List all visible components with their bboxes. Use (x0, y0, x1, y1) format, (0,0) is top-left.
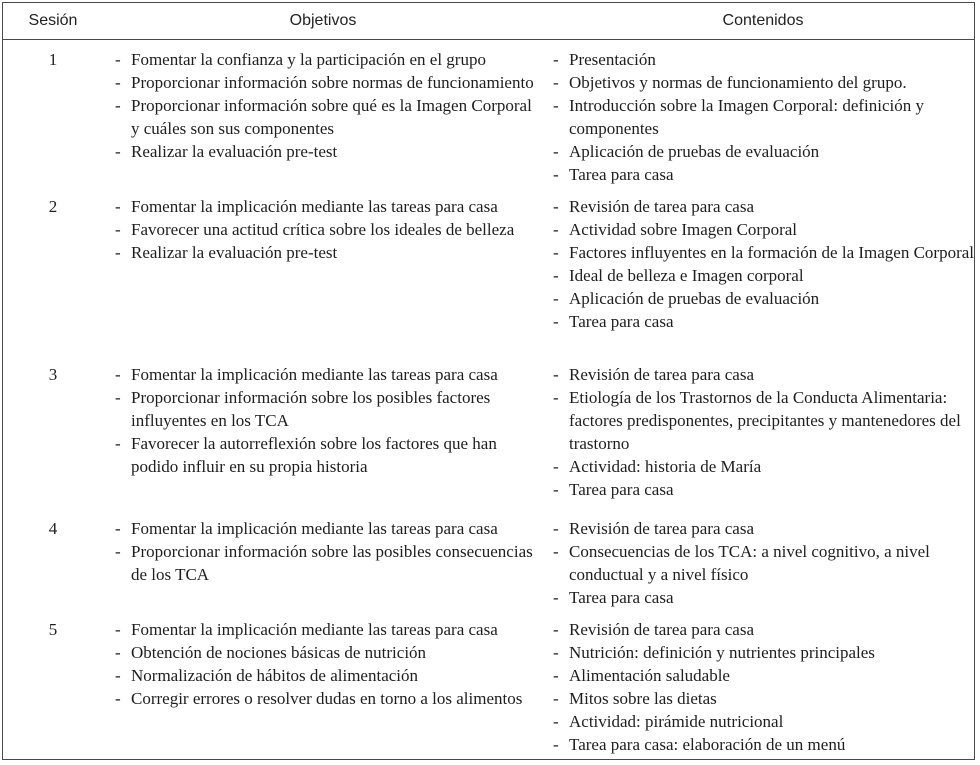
objetivo-item-text: Proporcionar información sobre normas de funcionamiento (131, 73, 534, 92)
dash-bullet-icon: - (115, 388, 121, 407)
objetivo-item (115, 48, 540, 71)
header-objetivos: Objetivos (289, 12, 357, 29)
dash-bullet-icon: - (115, 197, 121, 216)
header-contenidos: Contenidos (722, 12, 804, 29)
contenido-item (553, 641, 978, 664)
contenido-item-text: Nutrición: definición y nutrientes principales (569, 643, 875, 662)
dash-bullet-icon: - (553, 197, 559, 216)
dash-bullet-icon: - (553, 620, 559, 639)
dash-bullet-icon: - (115, 643, 121, 662)
dash-bullet-icon: - (553, 588, 559, 607)
contenido-item-text: Ideal de belleza e Imagen corporal (569, 266, 804, 285)
objetivo-item-text: Normalización de hábitos de alimentación (131, 666, 419, 685)
contenido-item (553, 163, 978, 186)
contenido-item (553, 140, 978, 163)
objetivo-item-text: Realizar la evaluación pre-test (131, 243, 338, 262)
contenido-item-text: Factores influyentes en la formación de la Imagen Corporal (569, 243, 975, 262)
dash-bullet-icon: - (115, 689, 121, 708)
objetivo-item-text: Fomentar la confianza y la participación en el grupo (131, 50, 486, 69)
contenido-item-text: Alimentación saludable (569, 666, 730, 685)
contenidos-list (553, 618, 978, 756)
objetivo-item-text: Realizar la evaluación pre-test (131, 142, 338, 161)
contenido-item (553, 664, 978, 687)
contenido-item-text: Actividad sobre Imagen Corporal (569, 220, 798, 239)
dash-bullet-icon: - (553, 519, 559, 538)
contenido-item (553, 618, 978, 641)
objetivos-list (115, 195, 540, 264)
objetivo-item (115, 363, 540, 386)
contenido-item (553, 241, 978, 264)
dash-bullet-icon: - (115, 519, 121, 538)
contenido-item (553, 264, 978, 287)
contenido-item (553, 94, 978, 140)
contenido-item-text: Consecuencias de los TCA: a nivel cognitivo, a nivel conductual y a nivel físico (569, 542, 930, 584)
objetivo-item (115, 664, 540, 687)
objetivos-list (115, 48, 540, 163)
objetivo-item-text: Fomentar la implicación mediante las tareas para casa (131, 197, 498, 216)
dash-bullet-icon: - (553, 165, 559, 184)
dash-bullet-icon: - (553, 73, 559, 92)
dash-bullet-icon: - (553, 220, 559, 239)
session-number: 3 (48, 365, 58, 384)
contenido-item (553, 310, 978, 333)
objetivos-list (115, 363, 540, 478)
contenidos-list (553, 195, 978, 333)
contenido-item-text: Introducción sobre la Imagen Corporal: definición y componentes (569, 96, 924, 138)
contenido-item (553, 71, 978, 94)
objetivo-item-text: Proporcionar información sobre las posibles consecuencias de los TCA (131, 542, 533, 584)
contenido-item (553, 710, 978, 733)
dash-bullet-icon: - (553, 735, 559, 754)
dash-bullet-icon: - (115, 434, 121, 453)
dash-bullet-icon: - (115, 142, 121, 161)
header-sesion: Sesión (28, 12, 78, 29)
dash-bullet-icon: - (553, 365, 559, 384)
contenidos-list (553, 48, 978, 186)
contenido-item-text: Revisión de tarea para casa (569, 620, 755, 639)
session-number: 2 (48, 197, 58, 216)
contenido-item-text: Tarea para casa (569, 480, 674, 499)
contenido-item-text: Actividad: pirámide nutricional (569, 712, 784, 731)
contenido-item (553, 586, 978, 609)
dash-bullet-icon: - (115, 96, 121, 115)
contenido-item (553, 733, 978, 756)
contenido-item-text: Revisión de tarea para casa (569, 197, 755, 216)
contenido-item-text: Aplicación de pruebas de evaluación (569, 142, 820, 161)
contenido-item-text: Etiología de los Trastornos de la Conducta Alimentaria: factores predisponentes, precipitantes y mantenedores del trastorno (569, 388, 961, 453)
contenido-item (553, 386, 978, 455)
objetivo-item (115, 241, 540, 264)
objetivo-item-text: Proporcionar información sobre los posibles factores influyentes en los TCA (131, 388, 491, 430)
dash-bullet-icon: - (553, 289, 559, 308)
contenido-item-text: Revisión de tarea para casa (569, 365, 755, 384)
session-number: 4 (48, 519, 58, 538)
contenido-item-text: Presentación (569, 50, 656, 69)
dash-bullet-icon: - (115, 243, 121, 262)
objetivo-item (115, 94, 540, 140)
objetivo-item (115, 195, 540, 218)
objetivo-item (115, 641, 540, 664)
dash-bullet-icon: - (553, 50, 559, 69)
dash-bullet-icon: - (553, 312, 559, 331)
contenido-item (553, 517, 978, 540)
objetivo-item (115, 140, 540, 163)
contenido-item (553, 218, 978, 241)
contenido-item-text: Tarea para casa (569, 588, 674, 607)
dash-bullet-icon: - (115, 620, 121, 639)
objetivo-item (115, 687, 540, 710)
objetivo-item-text: Corregir errores o resolver dudas en torno a los alimentos (131, 689, 523, 708)
dash-bullet-icon: - (553, 388, 559, 407)
objetivos-list (115, 618, 540, 710)
contenido-item-text: Mitos sobre las dietas (569, 689, 717, 708)
dash-bullet-icon: - (553, 457, 559, 476)
contenido-item (553, 195, 978, 218)
contenido-item (553, 287, 978, 310)
dash-bullet-icon: - (553, 542, 559, 561)
dash-bullet-icon: - (553, 266, 559, 285)
contenido-item-text: Tarea para casa: elaboración de un menú (569, 735, 846, 754)
objetivos-list (115, 517, 540, 586)
dash-bullet-icon: - (553, 712, 559, 731)
objetivo-item-text: Obtención de nociones básicas de nutrición (131, 643, 427, 662)
objetivo-item-text: Proporcionar información sobre qué es la Imagen Corporal y cuáles son sus componentes (131, 96, 532, 138)
objetivo-item (115, 618, 540, 641)
dash-bullet-icon: - (115, 542, 121, 561)
dash-bullet-icon: - (553, 666, 559, 685)
objetivo-item-text: Fomentar la implicación mediante las tareas para casa (131, 519, 498, 538)
contenido-item (553, 687, 978, 710)
contenido-item (553, 540, 978, 586)
objetivo-item (115, 432, 540, 478)
dash-bullet-icon: - (115, 73, 121, 92)
contenido-item-text: Revisión de tarea para casa (569, 519, 755, 538)
dash-bullet-icon: - (553, 243, 559, 262)
contenido-item (553, 48, 978, 71)
contenido-item (553, 363, 978, 386)
dash-bullet-icon: - (115, 365, 121, 384)
objetivo-item (115, 71, 540, 94)
dash-bullet-icon: - (115, 220, 121, 239)
contenidos-list (553, 517, 978, 609)
objetivo-item-text: Favorecer la autorreflexión sobre los factores que han podido influir en su propia historia (131, 434, 497, 476)
objetivo-item (115, 517, 540, 540)
dash-bullet-icon: - (553, 142, 559, 161)
contenido-item-text: Actividad: historia de María (569, 457, 762, 476)
contenido-item-text: Tarea para casa (569, 165, 674, 184)
dash-bullet-icon: - (553, 689, 559, 708)
table-header (3, 3, 974, 40)
objetivo-item (115, 218, 540, 241)
contenido-item-text: Tarea para casa (569, 312, 674, 331)
dash-bullet-icon: - (553, 643, 559, 662)
contenido-item-text: Aplicación de pruebas de evaluación (569, 289, 820, 308)
objetivo-item (115, 386, 540, 432)
sessions-table (2, 2, 975, 760)
contenido-item (553, 478, 978, 501)
contenido-item (553, 455, 978, 478)
session-number: 1 (48, 50, 58, 69)
objetivo-item-text: Fomentar la implicación mediante las tareas para casa (131, 620, 498, 639)
contenidos-list (553, 363, 978, 501)
dash-bullet-icon: - (115, 50, 121, 69)
dash-bullet-icon: - (553, 96, 559, 115)
objetivo-item-text: Fomentar la implicación mediante las tareas para casa (131, 365, 498, 384)
dash-bullet-icon: - (553, 480, 559, 499)
dash-bullet-icon: - (115, 666, 121, 685)
session-number: 5 (48, 620, 58, 639)
objetivo-item-text: Favorecer una actitud crítica sobre los ideales de belleza (131, 220, 515, 239)
objetivo-item (115, 540, 540, 586)
contenido-item-text: Objetivos y normas de funcionamiento del grupo. (569, 73, 907, 92)
